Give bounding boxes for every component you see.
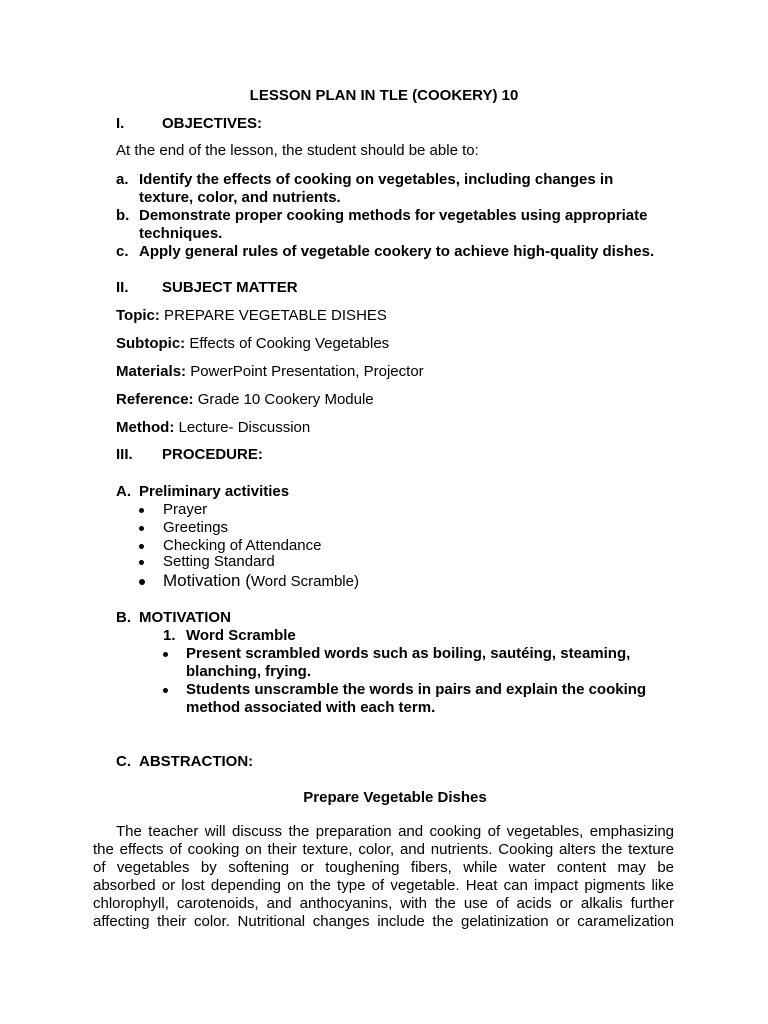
procedure-number: III. bbox=[116, 446, 133, 463]
objective-text-cont: techniques. bbox=[139, 225, 223, 242]
motivation-number: 1. bbox=[163, 627, 176, 644]
materials-label: Materials: bbox=[116, 363, 187, 380]
prelim-item-motivation bbox=[163, 571, 359, 592]
objective-letter: c. bbox=[116, 243, 129, 260]
objective-text: Demonstrate proper cooking methods for vegetables using appropriate bbox=[139, 207, 648, 224]
objective-text-cont: texture, color, and nutrients. bbox=[139, 189, 341, 206]
page-title: LESSON PLAN IN TLE (COOKERY) 10 bbox=[249, 87, 519, 104]
subtopic-line bbox=[116, 335, 389, 353]
objectives-heading: OBJECTIVES: bbox=[162, 115, 263, 132]
motivation-bullet-text: Students unscramble the words in pairs and explain the cooking bbox=[186, 681, 647, 698]
motivation-bullet-text: Present scrambled words such as boiling, sautéing, steaming, bbox=[186, 645, 631, 662]
paragraph-line: chlorophyll, carotenoids, and anthocyanins, with the use of acids or alkalis further bbox=[93, 895, 674, 912]
method-label: Method: bbox=[116, 419, 175, 436]
motivation-numbered-text: Word Scramble bbox=[186, 627, 296, 644]
bullet-icon bbox=[139, 579, 145, 585]
prelim-letter: A. bbox=[116, 483, 131, 500]
materials-value: PowerPoint Presentation, Projector bbox=[186, 363, 424, 380]
objective-text: Apply general rules of vegetable cookery to achieve high-quality dishes. bbox=[139, 243, 655, 260]
subject-number: II. bbox=[116, 279, 129, 296]
paragraph-line: absorbed or lost depending on the type of vegetable. Heat can impact pigments like bbox=[93, 877, 674, 894]
motivation-heading: MOTIVATION bbox=[139, 609, 231, 626]
bullet-icon bbox=[139, 508, 144, 513]
prelim-item: Setting Standard bbox=[163, 553, 275, 570]
reference-line bbox=[116, 391, 374, 409]
abstraction-letter: C. bbox=[116, 753, 131, 770]
materials-line bbox=[116, 363, 424, 381]
prelim-item: Prayer bbox=[163, 501, 208, 518]
motivation-letter: B. bbox=[116, 609, 131, 626]
method-value: Lecture- Discussion bbox=[174, 419, 311, 436]
motivation-bullet-text-cont: blanching, frying. bbox=[186, 663, 312, 680]
motivation-big-text: Motivation ( bbox=[163, 571, 251, 590]
paragraph-line: the effects of cooking on their texture, color, and nutrients. Cooking alters the texture bbox=[93, 841, 674, 858]
subtopic-label: Subtopic: bbox=[116, 335, 186, 352]
prelim-heading: Preliminary activities bbox=[139, 483, 290, 500]
prelim-item: Greetings bbox=[163, 519, 229, 536]
topic-value: PREPARE VEGETABLE DISHES bbox=[159, 307, 387, 324]
objectives-number: I. bbox=[116, 115, 125, 132]
objective-letter: b. bbox=[116, 207, 130, 224]
subtopic-value: Effects of Cooking Vegetables bbox=[185, 335, 390, 352]
abstraction-heading: ABSTRACTION: bbox=[139, 753, 254, 770]
topic-line bbox=[116, 307, 387, 325]
bullet-icon bbox=[139, 560, 144, 565]
procedure-heading: PROCEDURE: bbox=[162, 446, 263, 463]
reference-value: Grade 10 Cookery Module bbox=[193, 391, 374, 408]
topic-label: Topic: bbox=[116, 307, 160, 324]
motivation-bullet-text-cont: method associated with each term. bbox=[186, 699, 436, 716]
objectives-intro: At the end of the lesson, the student should be able to: bbox=[116, 142, 479, 159]
abstraction-paragraph bbox=[93, 823, 674, 931]
prelim-item: Checking of Attendance bbox=[163, 537, 322, 554]
bullet-icon bbox=[139, 526, 144, 531]
paragraph-line: of vegetables by softening or toughening fibers, while water content may be bbox=[93, 859, 674, 876]
motivation-small-text: Word Scramble) bbox=[250, 573, 359, 590]
objective-letter: a. bbox=[116, 171, 129, 188]
objective-text: Identify the effects of cooking on vegetables, including changes in bbox=[139, 171, 614, 188]
bullet-icon bbox=[163, 652, 168, 657]
bullet-icon bbox=[139, 544, 144, 549]
bullet-icon bbox=[163, 688, 168, 693]
paragraph-line: affecting their color. Nutritional changes include the gelatinization or caramelization bbox=[93, 913, 674, 930]
abstraction-title: Prepare Vegetable Dishes bbox=[303, 789, 487, 806]
method-line bbox=[116, 419, 310, 437]
paragraph-line: The teacher will discuss the preparation and cooking of vegetables, emphasizing bbox=[116, 823, 674, 840]
subject-heading: SUBJECT MATTER bbox=[162, 279, 298, 296]
reference-label: Reference: bbox=[116, 391, 194, 408]
